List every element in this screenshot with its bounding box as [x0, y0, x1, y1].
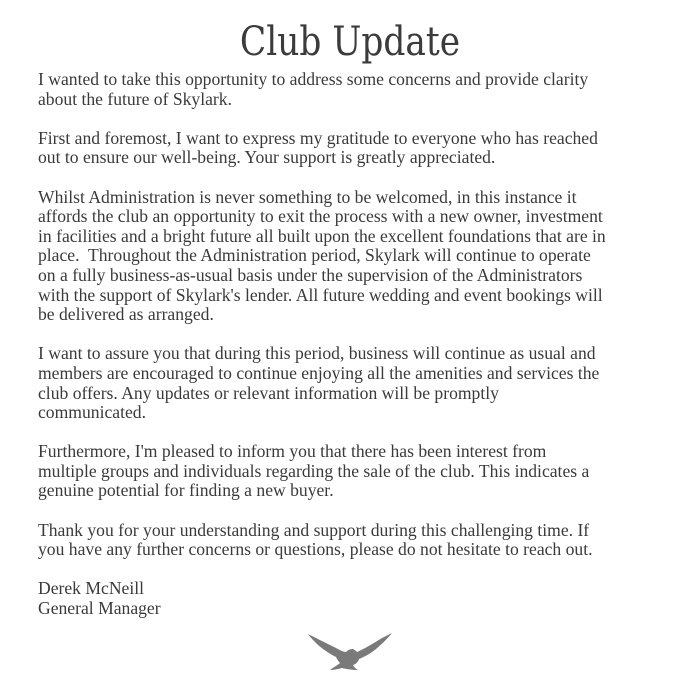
text-line: multiple groups and individuals regarding the sale of the club. This indicates a — [38, 460, 590, 481]
paragraph-gratitude — [38, 129, 678, 168]
text-line: you have any further concerns or questions, please do not hesitate to reach out. — [38, 539, 593, 560]
text-line: about the future of Skylark. — [38, 88, 232, 109]
text-line: out to ensure our well-being. Your support is greatly appreciated. — [38, 147, 496, 168]
text-line: on a fully business-as-usual basis under the supervision of the Administrators — [38, 264, 583, 285]
signature-role: General Manager — [38, 598, 161, 619]
paragraph-intro — [38, 70, 678, 109]
text-line: I want to assure you that during this period, business will continue as usual and — [38, 343, 596, 364]
text-line: communicated. — [38, 402, 146, 423]
paragraph-thanks — [38, 521, 678, 560]
signature-block — [38, 579, 678, 618]
paragraph-administration — [38, 188, 678, 325]
text-line: Whilst Administration is never something to be welcomed, in this instance it — [38, 186, 577, 207]
text-line: genuine potential for finding a new buyer. — [38, 480, 334, 501]
text-line: Thank you for your understanding and support during this challenging time. If — [38, 519, 590, 540]
paragraph-business-as-usual — [38, 344, 678, 422]
paragraph-interest — [38, 442, 678, 501]
text-line: affords the club an opportunity to exit the process with a new owner, investment — [38, 206, 603, 227]
text-line: place. Throughout the Administration period, Skylark will continue to operate — [38, 245, 591, 266]
signature-name: Derek McNeill — [38, 578, 145, 599]
text-line: club offers. Any updates or relevant information will be promptly — [38, 382, 499, 403]
text-line: in facilities and a bright future all built upon the excellent foundations that are in — [38, 225, 606, 246]
bird-icon — [306, 630, 394, 672]
text-line: with the support of Skylark's lender. All future wedding and event bookings will — [38, 284, 603, 305]
text-line: Furthermore, I'm pleased to inform you that there has been interest from — [38, 441, 547, 462]
bird-logo-shape — [308, 633, 392, 670]
text-line: First and foremost, I want to express my gratitude to everyone who has reached — [38, 127, 598, 148]
letter-body — [38, 70, 678, 619]
text-line: members are encouraged to continue enjoying all the amenities and services the — [38, 362, 600, 383]
page-title: Club Update — [239, 19, 461, 65]
text-line: be delivered as arranged. — [38, 304, 214, 325]
text-line: I wanted to take this opportunity to address some concerns and provide clarity — [38, 69, 589, 89]
